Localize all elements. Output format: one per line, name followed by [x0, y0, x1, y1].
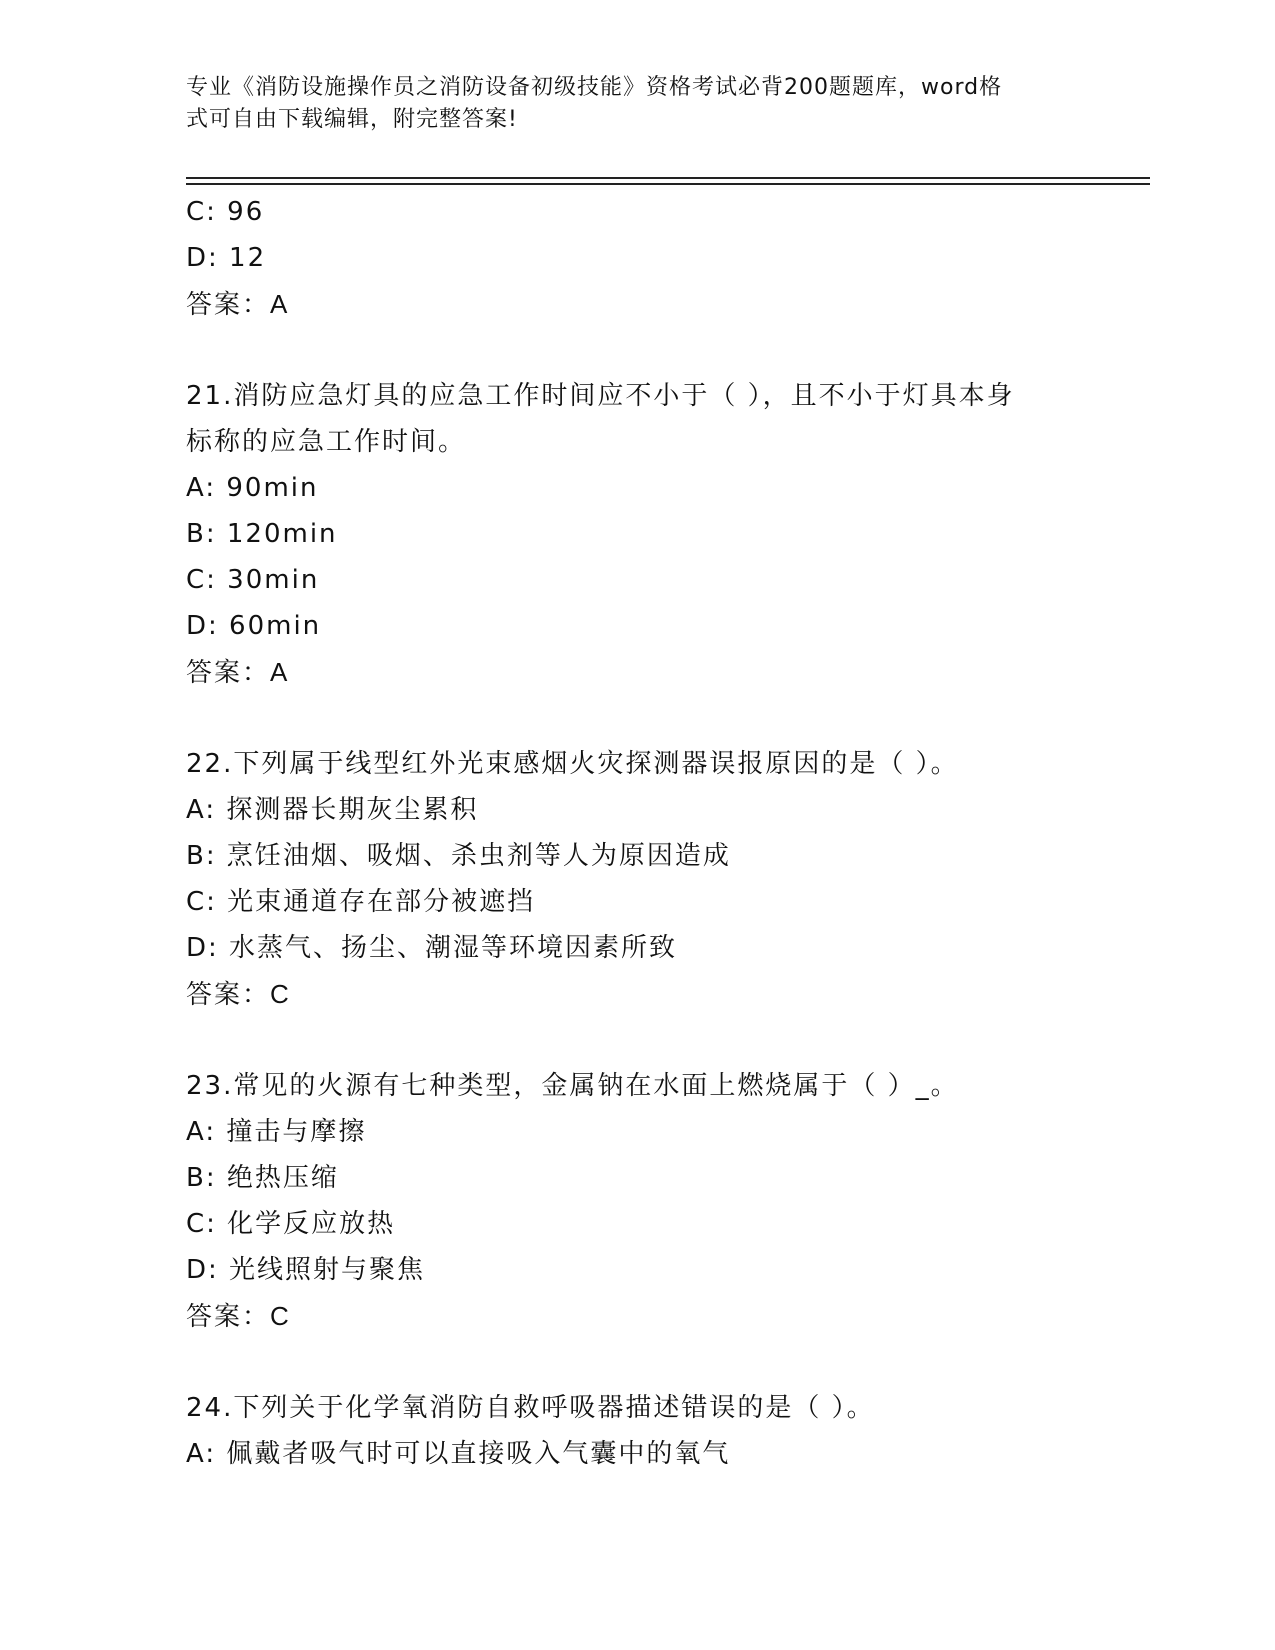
option-b: B: 绝热压缩: [186, 1163, 339, 1193]
option-b: B: 烹饪油烟、吸烟、杀虫剂等人为原因造成: [186, 841, 731, 871]
spacer: [186, 695, 1086, 741]
option-c: C: 化学反应放热: [186, 1209, 396, 1239]
option-a: A: 佩戴者吸气时可以直接吸入气囊中的氧气: [186, 1439, 731, 1469]
header-line-1: 专业《消防设施操作员之消防设备初级技能》资格考试必背200题题库，word格: [186, 75, 1003, 100]
option-c: C: 96: [186, 197, 265, 227]
question-stem: 24.下列关于化学氧消防自救呼吸器描述错误的是（ ）。: [186, 1393, 875, 1423]
option-a: A: 撞击与摩擦: [186, 1117, 367, 1147]
option-a: A: 90min: [186, 473, 319, 503]
spacer: [186, 1339, 1086, 1385]
answer: 答案：C: [186, 979, 291, 1009]
header-divider-bottom: [186, 183, 1150, 185]
answer: 答案：A: [186, 657, 290, 687]
option-c: C: 光束通道存在部分被遮挡: [186, 887, 536, 917]
question-stem: 22.下列属于线型红外光束感烟火灾探测器误报原因的是（ ）。: [186, 749, 959, 779]
question-list: [186, 189, 1086, 1477]
option-b: B: 120min: [186, 519, 338, 549]
option-d: D: 水蒸气、扬尘、潮湿等环境因素所致: [186, 933, 678, 963]
spacer: [186, 327, 1086, 373]
answer: 答案：C: [186, 1301, 291, 1331]
question-stem: 21.消防应急灯具的应急工作时间应不小于（ ），且不小于灯具本身: [186, 381, 1015, 411]
option-d: D: 光线照射与聚焦: [186, 1255, 426, 1285]
option-d: D: 12: [186, 243, 267, 273]
header-line-2: 式可自由下载编辑，附完整答案!: [186, 107, 518, 132]
header-divider-top: [186, 177, 1150, 179]
answer: 答案：A: [186, 289, 290, 319]
document-header: [186, 72, 1066, 136]
spacer: [186, 1017, 1086, 1063]
option-a: A: 探测器长期灰尘累积: [186, 795, 479, 825]
question-stem: 23.常见的火源有七种类型，金属钠在水面上燃烧属于（ ）_。: [186, 1071, 959, 1101]
option-c: C: 30min: [186, 565, 320, 595]
question-stem-continued: 标称的应急工作时间。: [186, 427, 467, 457]
option-d: D: 60min: [186, 611, 322, 641]
